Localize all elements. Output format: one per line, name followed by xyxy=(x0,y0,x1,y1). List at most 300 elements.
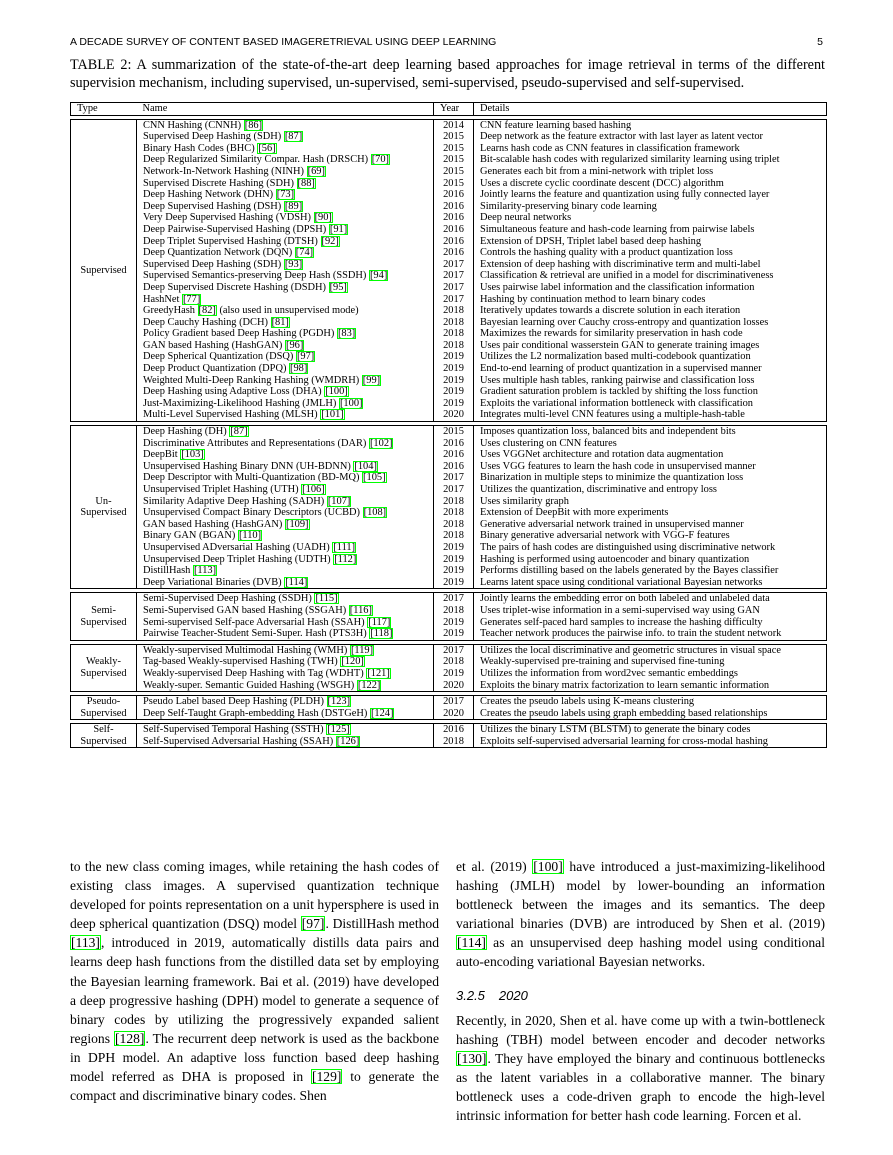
year-cell: 2016 xyxy=(434,201,474,213)
citation-link[interactable]: [69] xyxy=(307,165,325,177)
method-note: (also used in unsupervised mode) xyxy=(216,305,359,317)
year-cell: 2020 xyxy=(434,680,474,692)
details-cell: Binary generative adversarial network with VGG-F features xyxy=(474,530,827,542)
year-cell: 2020 xyxy=(434,708,474,720)
table-row xyxy=(71,680,827,692)
method-name-cell xyxy=(137,577,434,589)
citation-link[interactable]: [88] xyxy=(297,177,315,189)
method-name-cell xyxy=(137,375,434,387)
method-name-cell xyxy=(137,328,434,340)
col-header-details: Details xyxy=(474,103,827,116)
details-cell: Uses triplet-wise information in a semi-supervised way using GAN xyxy=(474,605,827,617)
method-name-cell xyxy=(137,398,434,410)
citation-link[interactable]: [99] xyxy=(362,374,381,386)
details-cell: Binarization in multiple steps to minimize the quantization loss xyxy=(474,472,827,484)
body-column-right xyxy=(456,857,825,1125)
table-row xyxy=(71,212,827,224)
subsection-title: 2020 xyxy=(498,987,528,1003)
table-row xyxy=(71,628,827,640)
details-cell: Hashing is performed using autoencoder and binary quantization xyxy=(474,554,827,566)
citation-link[interactable]: [70] xyxy=(371,154,390,166)
method-name: Deep Supervised Hashing (DSH) xyxy=(143,200,282,212)
table-row xyxy=(71,593,827,605)
method-name-cell xyxy=(137,426,434,438)
summary-table-body xyxy=(71,103,827,748)
citation-link[interactable]: [93] xyxy=(284,258,303,270)
year-cell: 2016 xyxy=(434,247,474,259)
year-cell: 2015 xyxy=(434,426,474,438)
details-cell: Utilizes the L2 normalization based multi-codebook quantization xyxy=(474,351,827,363)
year-cell: 2017 xyxy=(434,484,474,496)
citation-link[interactable]: [83] xyxy=(337,328,356,340)
method-name-cell xyxy=(137,438,434,450)
year-cell: 2015 xyxy=(434,143,474,155)
details-cell: Integrates multi-level CNN features using a multiple-hash-table xyxy=(474,409,827,421)
year-cell: 2017 xyxy=(434,270,474,282)
method-name-cell xyxy=(137,644,434,656)
year-cell: 2017 xyxy=(434,644,474,656)
method-name-cell xyxy=(137,496,434,508)
method-name-cell xyxy=(137,201,434,213)
year-cell: 2018 xyxy=(434,519,474,531)
citation-link[interactable]: [91] xyxy=(329,223,348,235)
citation-link[interactable]: [122] xyxy=(357,679,381,691)
table-row xyxy=(71,461,827,473)
citation-link[interactable]: [96] xyxy=(286,339,304,351)
method-name: Supervised Deep Hashing (SDH) xyxy=(143,258,282,270)
details-cell: Uses VGG features to learn the hash code in unsupervised manner xyxy=(474,461,827,473)
details-cell: Gradient saturation problem is tackled by shifting the loss function xyxy=(474,386,827,398)
details-cell: Teacher network produces the pairwise info. to train the student network xyxy=(474,628,827,640)
details-cell: End-to-end learning of product quantization in a supervised manner xyxy=(474,363,827,375)
method-name-cell xyxy=(137,236,434,248)
method-name: Semi-Supervised Deep Hashing (SSDH) xyxy=(143,593,312,605)
details-cell: Jointly learns the embedding error on both labeled and unlabeled data xyxy=(474,593,827,605)
year-cell: 2014 xyxy=(434,119,474,131)
method-name: GAN based Hashing (HashGAN) xyxy=(143,339,283,351)
col-header-type: Type xyxy=(71,103,137,116)
year-cell: 2016 xyxy=(434,461,474,473)
details-cell: Creates the pseudo labels using graph embedding based relationships xyxy=(474,708,827,720)
method-name: Similarity Adaptive Deep Hashing (SADH) xyxy=(143,495,325,507)
details-cell: Exploits self-supervised adversarial learning for cross-modal hashing xyxy=(474,736,827,748)
details-cell: Controls the hashing quality with a product quantization loss xyxy=(474,247,827,259)
citation-link[interactable]: [100] xyxy=(339,397,363,409)
method-name-cell xyxy=(137,507,434,519)
citation-link[interactable]: [97] xyxy=(301,916,325,932)
table-row xyxy=(71,530,827,542)
citation-link[interactable]: [114] xyxy=(285,576,308,588)
body-text: et al. (2019) xyxy=(456,859,533,874)
method-name: Deep Hashing using Adaptive Loss (DHA) xyxy=(143,386,322,398)
details-cell: Creates the pseudo labels using K-means clustering xyxy=(474,696,827,708)
year-cell: 2020 xyxy=(434,409,474,421)
table-row xyxy=(71,189,827,201)
table-row xyxy=(71,496,827,508)
group-type-label: Pseudo-Supervised xyxy=(71,696,137,720)
details-cell: Bit-scalable hash codes with regularized similarity learning using triplet xyxy=(474,154,827,166)
year-cell: 2016 xyxy=(434,438,474,450)
method-name-cell xyxy=(137,119,434,131)
year-cell: 2016 xyxy=(434,724,474,736)
table-row xyxy=(71,247,827,259)
body-text: . DistillHash method xyxy=(325,916,439,932)
year-cell: 2017 xyxy=(434,593,474,605)
subsection-number: 3.2.5 xyxy=(456,987,485,1003)
method-name: Binary Hash Codes (BHC) xyxy=(143,142,255,154)
method-name: Weakly-supervised Deep Hashing with Tag (WDHT) xyxy=(143,667,364,679)
table-row xyxy=(71,201,827,213)
year-cell: 2019 xyxy=(434,398,474,410)
table-row xyxy=(71,270,827,282)
details-cell: CNN feature learning based hashing xyxy=(474,119,827,131)
details-cell: Similarity-preserving binary code learning xyxy=(474,201,827,213)
method-name: Weighted Multi-Deep Ranking Hashing (WMDRH) xyxy=(143,374,360,386)
method-name-cell xyxy=(137,143,434,155)
method-name: Semi-supervised Self-pace Adversarial Hash (SSAH) xyxy=(143,616,365,628)
group-type-label: Supervised xyxy=(71,119,137,421)
table-row xyxy=(71,542,827,554)
citation-link[interactable]: [106] xyxy=(302,484,325,495)
year-cell: 2019 xyxy=(434,351,474,363)
table-row xyxy=(71,328,827,340)
citation-link[interactable]: [121] xyxy=(367,667,390,679)
citation-link[interactable]: [102] xyxy=(369,437,393,449)
details-cell: Exploits the binary matrix factorization to learn semantic information xyxy=(474,680,827,692)
citation-link[interactable]: [94] xyxy=(369,270,388,282)
method-name-cell xyxy=(137,484,434,496)
year-cell: 2019 xyxy=(434,554,474,566)
details-cell: Utilizes the binary LSTM (BLSTM) to generate the binary codes xyxy=(474,724,827,736)
citation-link[interactable]: [89] xyxy=(284,200,303,212)
method-name: Deep Quantization Network (DQN) xyxy=(143,247,293,259)
method-name: Unsupervised Compact Binary Descriptors (UCBD) xyxy=(143,507,361,519)
details-cell: Uses pair conditional wasserstein GAN to generate training images xyxy=(474,340,827,352)
method-name-cell xyxy=(137,154,434,166)
citation-link[interactable]: [97] xyxy=(296,351,315,363)
method-name-cell xyxy=(137,708,434,720)
details-cell: Performs distilling based on the labels generated by the Bayes classifier xyxy=(474,565,827,577)
year-cell: 2019 xyxy=(434,617,474,629)
year-cell: 2015 xyxy=(434,131,474,143)
citation-link[interactable]: [125] xyxy=(327,724,350,736)
year-cell: 2019 xyxy=(434,363,474,375)
citation-link[interactable]: [56] xyxy=(258,142,276,154)
table-row xyxy=(71,656,827,668)
method-name-cell xyxy=(137,386,434,398)
citation-link[interactable]: [116] xyxy=(349,604,372,616)
citation-link[interactable]: [109] xyxy=(286,518,309,530)
method-name: Supervised Discrete Hashing (SDH) xyxy=(143,177,294,189)
details-cell: Extension of DeepBit with more experiments xyxy=(474,507,827,519)
method-name-cell xyxy=(137,519,434,531)
year-cell: 2016 xyxy=(434,189,474,201)
method-name: DeepBit xyxy=(143,449,178,461)
table-row xyxy=(71,426,827,438)
method-name: Just-Maximizing-Likelihood Hashing (JMLH) xyxy=(143,397,337,409)
year-cell: 2019 xyxy=(434,386,474,398)
details-cell: Uses multiple hash tables, ranking pairwise and classification loss xyxy=(474,375,827,387)
citation-link[interactable]: [110] xyxy=(238,530,262,542)
method-name: Deep Cauchy Hashing (DCH) xyxy=(143,316,268,328)
table-row xyxy=(71,668,827,680)
table-row xyxy=(71,363,827,375)
body-paragraph-right-2 xyxy=(456,1011,825,1126)
table-header-row xyxy=(71,103,827,116)
method-name-cell xyxy=(137,668,434,680)
method-name-cell xyxy=(137,472,434,484)
method-name: Self-Supervised Temporal Hashing (SSTH) xyxy=(143,724,324,736)
details-cell: The pairs of hash codes are distinguished using discriminative network xyxy=(474,542,827,554)
method-name-cell xyxy=(137,696,434,708)
col-header-name: Name xyxy=(137,103,434,116)
table-row xyxy=(71,472,827,484)
citation-link[interactable]: [118] xyxy=(370,628,393,640)
group-type-label: Un-Supervised xyxy=(71,426,137,589)
col-header-year: Year xyxy=(434,103,474,116)
citation-link[interactable]: [98] xyxy=(290,363,308,375)
citation-link[interactable]: [81] xyxy=(271,316,289,328)
method-name: Weakly-super. Semantic Guided Hashing (WSGH) xyxy=(143,679,355,691)
table-row xyxy=(71,351,827,363)
details-cell: Uses pairwise label information and the classification information xyxy=(474,282,827,294)
method-name: Unsupervised Deep Triplet Hashing (UDTH) xyxy=(143,553,331,565)
method-name-cell xyxy=(137,259,434,271)
body-text: have introduced a just-maximizing-likelihood hashing (JMLH) model by lower-bounding an information bottleneck between the images and its semantics. The deep variational binaries (DVB) are introduced by Shen et al. (2019) xyxy=(456,859,825,932)
body-text: to generate the compact and discriminative binary codes. Shen xyxy=(70,1069,439,1104)
year-cell: 2018 xyxy=(434,507,474,519)
table-row xyxy=(71,449,827,461)
citation-link[interactable]: [113] xyxy=(193,565,217,577)
table-row xyxy=(71,131,827,143)
year-cell: 2016 xyxy=(434,236,474,248)
method-name-cell xyxy=(137,363,434,375)
citation-link[interactable]: [111] xyxy=(333,541,356,553)
citation-link[interactable]: [105] xyxy=(363,472,386,484)
method-name-cell xyxy=(137,178,434,190)
method-name: Deep Descriptor with Multi-Quantization (BD-MQ) xyxy=(143,472,360,484)
details-cell: Uses a discrete cyclic coordinate descent (DCC) algorithm xyxy=(474,178,827,190)
method-name: Deep Regularized Similarity Compar. Hash (DRSCH) xyxy=(143,154,369,166)
page-number: 5 xyxy=(817,36,823,48)
citation-link[interactable]: [119] xyxy=(350,644,374,656)
details-cell: Exploits the variational information bottleneck with classification xyxy=(474,398,827,410)
year-cell: 2015 xyxy=(434,166,474,178)
method-name-cell xyxy=(137,565,434,577)
details-cell: Learns hash code as CNN features in classification framework xyxy=(474,143,827,155)
method-name: Network-In-Network Hashing (NINH) xyxy=(143,165,305,177)
citation-link[interactable]: [73] xyxy=(276,189,295,201)
group-type-label: Semi-Supervised xyxy=(71,593,137,640)
method-name-cell xyxy=(137,628,434,640)
details-cell: Bayesian learning over Cauchy cross-entropy and quantization losses xyxy=(474,317,827,329)
year-cell: 2015 xyxy=(434,178,474,190)
body-text: . The recurrent deep network is used as the backbone in DPH model. An adaptive loss function based deep hashing model referred as DHA is proposed in xyxy=(70,1030,439,1085)
method-name-cell xyxy=(137,294,434,306)
citation-link[interactable]: [129] xyxy=(311,1069,342,1085)
method-name: Deep Spherical Quantization (DSQ) xyxy=(143,351,294,363)
citation-link[interactable]: [82] xyxy=(198,305,216,317)
method-name-cell xyxy=(137,212,434,224)
method-name: Deep Self-Taught Graph-embedding Hash (DSTGeH) xyxy=(143,707,368,719)
citation-link[interactable]: [74] xyxy=(295,247,314,259)
citation-link[interactable]: [95] xyxy=(329,281,347,293)
citation-link[interactable]: [115] xyxy=(315,593,338,605)
method-name-cell xyxy=(137,617,434,629)
citation-link[interactable]: [100] xyxy=(325,386,348,398)
method-name: GAN based Hashing (HashGAN) xyxy=(143,518,283,530)
method-name-cell xyxy=(137,680,434,692)
method-name: Deep Product Quantization (DPQ) xyxy=(143,363,287,375)
year-cell: 2016 xyxy=(434,449,474,461)
table-row xyxy=(71,166,827,178)
summary-table xyxy=(70,102,827,748)
body-paragraph-right-1 xyxy=(456,857,825,972)
citation-link[interactable]: [107] xyxy=(327,495,351,507)
citation-link[interactable]: [112] xyxy=(334,553,357,565)
details-cell: Simultaneous feature and hash-code learning from pairwise labels xyxy=(474,224,827,236)
method-name: Semi-Supervised GAN based Hashing (SSGAH) xyxy=(143,604,347,616)
year-cell: 2016 xyxy=(434,224,474,236)
method-name: Discriminative Attributes and Representations (DAR) xyxy=(143,437,367,449)
table-row xyxy=(71,484,827,496)
table-row xyxy=(71,398,827,410)
method-name-cell xyxy=(137,724,434,736)
table-caption: TABLE 2: A summarization of the state-of-the-art deep learning based approaches for image retrieval in terms of the different supervision mechanism, including supervised, un-supervised, semi-supervised, pseudo-supervised and self-supervised. xyxy=(70,57,825,91)
year-cell: 2019 xyxy=(434,375,474,387)
method-name-cell xyxy=(137,530,434,542)
method-name-cell xyxy=(137,317,434,329)
citation-link[interactable]: [108] xyxy=(363,507,387,519)
method-name: Multi-Level Supervised Hashing (MLSH) xyxy=(143,409,318,421)
table-row xyxy=(71,340,827,352)
details-cell: Deep network as the feature extractor with last layer as latent vector xyxy=(474,131,827,143)
table-row xyxy=(71,386,827,398)
method-name: Pseudo Label based Deep Hashing (PLDH) xyxy=(143,696,324,708)
details-cell: Utilizes the local discriminative and geometric structures in visual space xyxy=(474,644,827,656)
method-name-cell xyxy=(137,351,434,363)
table-row xyxy=(71,305,827,317)
group-type-label: Weakly-Supervised xyxy=(71,644,137,691)
citation-link[interactable]: [87] xyxy=(230,426,248,438)
year-cell: 2019 xyxy=(434,565,474,577)
group-type-label: Self-Supervised xyxy=(71,724,137,748)
citation-link[interactable]: [120] xyxy=(341,656,364,668)
method-name: CNN Hashing (CNNH) xyxy=(143,119,242,131)
method-name-cell xyxy=(137,461,434,473)
citation-link[interactable]: [117] xyxy=(368,616,391,628)
table-row xyxy=(71,519,827,531)
details-cell: Uses clustering on CNN features xyxy=(474,438,827,450)
method-name: Weakly-supervised Multimodal Hashing (WMH) xyxy=(143,644,348,656)
method-name: GreedyHash xyxy=(143,305,195,317)
table-row xyxy=(71,294,827,306)
details-cell: Extension of DPSH, Triplet label based deep hashing xyxy=(474,236,827,248)
details-cell: Iteratively updates towards a discrete solution in each iteration xyxy=(474,305,827,317)
method-name-cell xyxy=(137,593,434,605)
year-cell: 2017 xyxy=(434,282,474,294)
citation-link[interactable]: [128] xyxy=(115,1030,145,1046)
body-text: as an unsupervised deep hashing model using conditional auto-encoding variational Bayesian networks. xyxy=(456,935,825,970)
method-name: Deep Variational Binaries (DVB) xyxy=(143,576,282,588)
method-name: Deep Hashing (DH) xyxy=(143,426,227,438)
details-cell: Uses similarity graph xyxy=(474,496,827,508)
table-row xyxy=(71,696,827,708)
citation-link[interactable]: [113] xyxy=(71,935,100,951)
method-name: Pairwise Teacher-Student Semi-Super. Hash (PTS3H) xyxy=(143,628,367,640)
body-text: Recently, in 2020, Shen et al. have come up with a twin-bottleneck hashing (TBH) model between encoder and decoder networks xyxy=(456,1012,825,1047)
citation-link[interactable]: [114] xyxy=(457,935,486,951)
table-row xyxy=(71,259,827,271)
details-cell: Utilizes the information from word2vec semantic embeddings xyxy=(474,668,827,680)
year-cell: 2018 xyxy=(434,605,474,617)
citation-link[interactable]: [104] xyxy=(354,460,377,472)
details-cell: Deep neural networks xyxy=(474,212,827,224)
citation-link[interactable]: [123] xyxy=(327,696,351,708)
method-name-cell xyxy=(137,605,434,617)
details-cell: Classification & retrieval are unified in a model for discriminativeness xyxy=(474,270,827,282)
citation-link[interactable]: [130] xyxy=(457,1050,487,1066)
table-row xyxy=(71,282,827,294)
citation-link[interactable]: [92] xyxy=(321,235,339,247)
citation-link[interactable]: [101] xyxy=(321,409,344,421)
method-name-cell xyxy=(137,189,434,201)
citation-link[interactable]: [103] xyxy=(181,449,204,461)
year-cell: 2018 xyxy=(434,656,474,668)
citation-link[interactable]: [100] xyxy=(533,859,563,874)
method-name-cell xyxy=(137,282,434,294)
details-cell: Hashing by continuation method to learn binary codes xyxy=(474,294,827,306)
citation-link[interactable]: [90] xyxy=(314,212,332,224)
year-cell: 2019 xyxy=(434,542,474,554)
table-row xyxy=(71,375,827,387)
running-title: A DECADE SURVEY OF CONTENT BASED IMAGERETRIEVAL USING DEEP LEARNING xyxy=(70,36,497,48)
method-name-cell xyxy=(137,542,434,554)
year-cell: 2019 xyxy=(434,577,474,589)
table-row xyxy=(71,236,827,248)
citation-link[interactable]: [77] xyxy=(182,293,201,305)
details-cell: Utilizes the quantization, discriminative and entropy loss xyxy=(474,484,827,496)
table-row xyxy=(71,507,827,519)
year-cell: 2019 xyxy=(434,668,474,680)
details-cell: Uses VGGNet architecture and rotation data augmentation xyxy=(474,449,827,461)
method-name-cell xyxy=(137,131,434,143)
method-name: Deep Triplet Supervised Hashing (DTSH) xyxy=(143,235,318,247)
table-row xyxy=(71,605,827,617)
table-row xyxy=(71,724,827,736)
method-name-cell xyxy=(137,224,434,236)
citation-link[interactable]: [126] xyxy=(336,735,360,747)
year-cell: 2018 xyxy=(434,736,474,748)
method-name: Deep Supervised Discrete Hashing (DSDH) xyxy=(143,281,326,293)
method-name-cell xyxy=(137,340,434,352)
year-cell: 2016 xyxy=(434,212,474,224)
citation-link[interactable]: [124] xyxy=(370,707,394,719)
table-row xyxy=(71,317,827,329)
method-name-cell xyxy=(137,554,434,566)
citation-link[interactable]: [86] xyxy=(244,119,263,131)
year-cell: 2017 xyxy=(434,472,474,484)
year-cell: 2018 xyxy=(434,340,474,352)
method-name: Tag-based Weakly-supervised Hashing (TWH) xyxy=(143,656,338,668)
citation-link[interactable]: [87] xyxy=(284,131,303,143)
method-name: Very Deep Supervised Hashing (VDSH) xyxy=(143,212,311,224)
table-row xyxy=(71,409,827,421)
year-cell: 2017 xyxy=(434,294,474,306)
method-name: DistillHash xyxy=(143,565,191,577)
table-row xyxy=(71,143,827,155)
details-cell: Extension of deep hashing with discriminative term and multi-label xyxy=(474,259,827,271)
